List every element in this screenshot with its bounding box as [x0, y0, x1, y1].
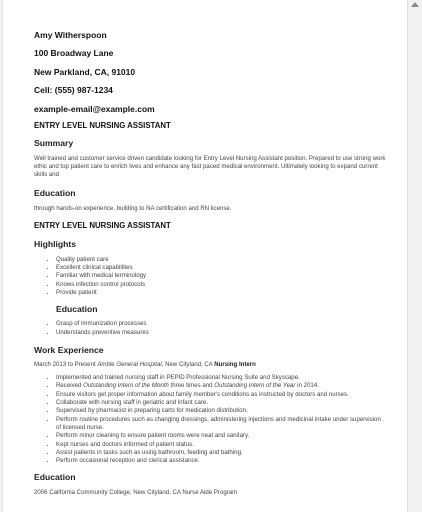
list-item: • Excellent clinical capabilities	[56, 264, 386, 272]
list-item: • Understands preventive measures	[56, 329, 386, 337]
list-item	[56, 382, 386, 390]
vertical-scrollbar[interactable]	[407, 0, 422, 512]
contact-email: example-email@example.com	[34, 103, 155, 114]
summary-heading: Summary	[34, 137, 74, 148]
list-item: • Familiar with medical terminology	[56, 272, 386, 280]
highlights-heading: Highlights	[34, 238, 77, 249]
work-duties-list	[34, 374, 386, 465]
award-post: in 2014.	[295, 382, 319, 390]
list-item: • Quality patient care	[56, 256, 386, 264]
education-text-3: 2006 California Community College, New Cityland, CA Nurse Aide Program	[34, 489, 238, 497]
list-item: • Grasp of immunization processes	[56, 320, 386, 328]
contact-cell: Cell: (555) 987-1234	[34, 85, 113, 96]
list-item: • Perform routine procedures such as changing dressings, administering injections and medicinal intake under supervision of licensed nurse.	[56, 416, 386, 433]
job-title-mid: ENTRY LEVEL NURSING ASSISTANT	[34, 220, 171, 230]
highlights-list	[34, 256, 386, 297]
summary-text: Well trained and customer service driven candidate looking for Entry Level Nursing Assistant position. Prepared to use strong work ethic and top patient care to enrich lives and enhance any fast paced medical environment. Ultimately looking to expand current skills and	[34, 154, 386, 179]
list-item: • Collaborate with nursing staff in geriatric and infant care.	[56, 399, 386, 407]
list-item: • Kept nurses and doctors informed of patient status.	[56, 441, 386, 449]
education-list-2	[34, 320, 386, 337]
award-year: Outstanding Intern of the Year	[214, 382, 296, 390]
list-item: • Perform minor cleaning to ensure patient rooms were neat and sanitary.	[56, 432, 386, 440]
scroll-up-arrow-icon[interactable]	[411, 2, 419, 7]
job-title-top: ENTRY LEVEL NURSING ASSISTANT	[34, 120, 171, 130]
education-heading-3: Education	[34, 472, 76, 483]
resume-page	[2, 0, 408, 512]
work-heading: Work Experience	[34, 344, 104, 355]
position-title: Nursing Intern	[214, 360, 256, 368]
list-item: • Provide patient	[56, 289, 386, 297]
employer-location: , New Cityland, CA	[161, 360, 213, 368]
contact-city: New Parkland, CA, 91010	[34, 66, 136, 77]
employment-line	[34, 361, 386, 369]
award-month: Outstanding Intern of the Month	[83, 382, 169, 390]
award-pre: Received	[56, 382, 84, 390]
education-text-1: through hands-on experience, building to NA certification and RN license.	[34, 205, 232, 213]
list-item: • Perform occasional reception and clerical assistance.	[56, 457, 386, 465]
education-heading-2: Education	[56, 304, 98, 315]
award-mid: three times and	[168, 382, 215, 390]
contact-street: 100 Broadway Lane	[34, 48, 114, 59]
list-item: • Assist patients in tasks such as using bathroom, feeding and bathing.	[56, 449, 386, 457]
education-heading-1: Education	[34, 188, 76, 199]
employer-name: Amble General Hospital	[97, 360, 162, 368]
resume-content	[34, 30, 386, 498]
contact-name: Amy Witherspoon	[34, 30, 107, 40]
list-item: • Implemented and trained nursing staff in PEPID Professional Nursing Suite and Skyscape.	[56, 374, 386, 382]
employment-dates: March 2013 to Present	[34, 360, 96, 368]
list-item: • Knows infection control protocols	[56, 281, 386, 289]
list-item: • Supervised by pharmacist in preparing carts for medication distribution.	[56, 407, 386, 415]
list-item: • Ensure visitors get proper information about family member's conditions as instructed by doctors and nurses.	[56, 391, 386, 399]
